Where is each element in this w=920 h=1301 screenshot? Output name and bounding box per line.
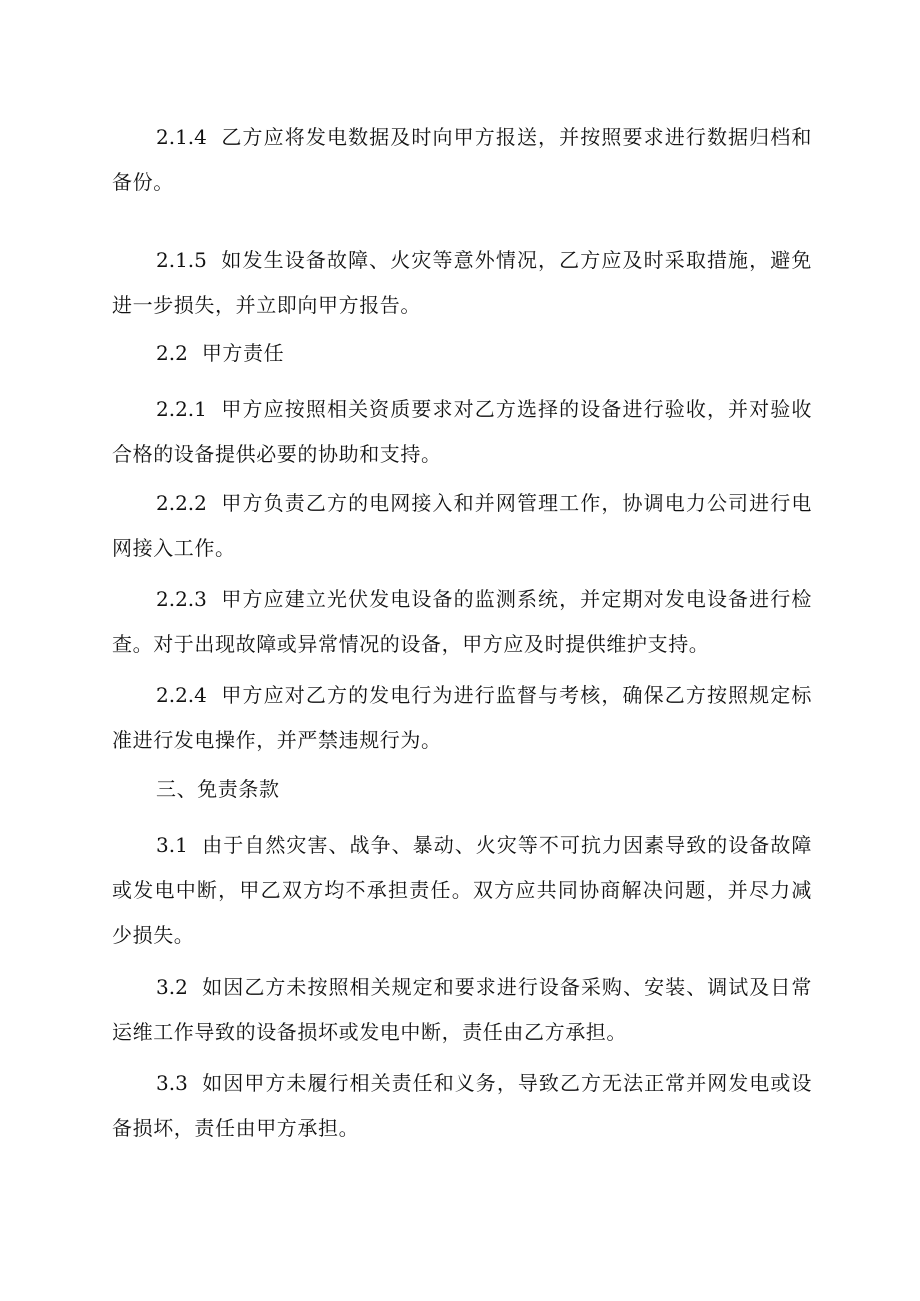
- clause-3-1: [112, 823, 812, 958]
- clause-number: 3.2: [156, 975, 188, 999]
- clause-2-2-2: [112, 481, 812, 571]
- clause-text: 甲方责任: [201, 341, 285, 365]
- section-2-2-heading: [112, 331, 812, 376]
- clause-2-2-3: [112, 577, 812, 667]
- clause-3-2: [112, 965, 812, 1055]
- clause-2-2-1: [112, 387, 812, 477]
- clause-text: 乙方应将发电数据及时向甲方报送，并按照要求进行数据归档和备份。: [112, 125, 812, 194]
- clause-number: 3.3: [156, 1071, 188, 1095]
- clause-number: 2.2.2: [156, 491, 207, 515]
- clause-number: 2.2.1: [156, 397, 207, 421]
- clause-2-1-5: [112, 238, 812, 328]
- clause-text: 甲方应建立光伏发电设备的监测系统，并定期对发电设备进行检查。对于出现故障或异常情况的设备，甲方应及时提供维护支持。: [112, 587, 812, 656]
- clause-number: 2.2: [156, 341, 188, 365]
- clause-text: 由于自然灾害、战争、暴动、火灾等不可抗力因素导致的设备故障或发电中断，甲乙双方均不承担责任。双方应共同协商解决问题，并尽力减少损失。: [112, 833, 812, 947]
- clause-number: 2.1.4: [156, 125, 207, 149]
- clause-number: 2.2.4: [156, 683, 207, 707]
- clause-text: 甲方应对乙方的发电行为进行监督与考核，确保乙方按照规定标准进行发电操作，并严禁违规行为。: [112, 683, 812, 752]
- clause-text: 三、免责条款: [156, 777, 280, 801]
- clause-3-3: [112, 1061, 812, 1151]
- clause-2-2-4: [112, 673, 812, 763]
- clause-number: 3.1: [156, 833, 188, 857]
- clause-text: 如发生设备故障、火灾等意外情况，乙方应及时采取措施，避免进一步损失，并立即向甲方报告。: [112, 248, 812, 317]
- clause-text: 甲方负责乙方的电网接入和并网管理工作，协调电力公司进行电网接入工作。: [112, 491, 812, 560]
- clause-text: 甲方应按照相关资质要求对乙方选择的设备进行验收，并对验收合格的设备提供必要的协助和支持。: [112, 397, 812, 466]
- clause-text: 如因甲方未履行相关责任和义务，导致乙方无法正常并网发电或设备损坏，责任由甲方承担。: [112, 1071, 812, 1140]
- clause-number: 2.1.5: [156, 248, 207, 272]
- clause-text: 如因乙方未按照相关规定和要求进行设备采购、安装、调试及日常运维工作导致的设备损坏或发电中断，责任由乙方承担。: [112, 975, 812, 1044]
- clause-2-1-4: [112, 115, 812, 205]
- section-3-heading: [112, 767, 812, 812]
- clause-number: 2.2.3: [156, 587, 207, 611]
